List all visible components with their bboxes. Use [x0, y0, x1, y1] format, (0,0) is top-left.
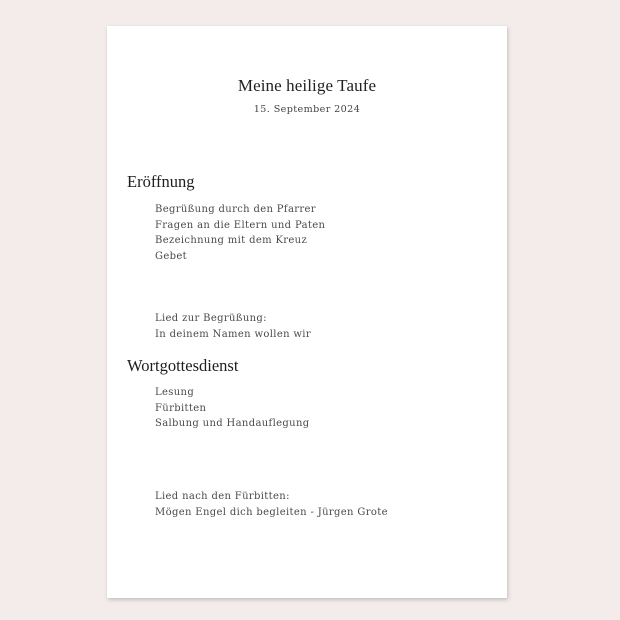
- event-date: 15. September 2024: [253, 104, 361, 115]
- list-item: Begrüßung durch den Pfarrer: [155, 204, 316, 215]
- section-heading-eroeffnung: Eröffnung: [127, 172, 195, 191]
- list-item: Fürbitten: [155, 402, 207, 414]
- program-card: [107, 26, 507, 598]
- list-item: Lesung: [155, 387, 195, 398]
- section-list-wortgottesdienst: [155, 385, 310, 432]
- section-list-eroeffnung: [155, 202, 325, 264]
- song-block-wortgottesdienst: [155, 489, 388, 520]
- song-block-eroeffnung: [155, 311, 311, 342]
- song-title: In deinem Namen wollen wir: [155, 328, 311, 340]
- song-label: Lied zur Begrüßung:: [155, 313, 267, 324]
- song-label: Lied nach den Fürbitten:: [155, 491, 290, 502]
- song-title: Mögen Engel dich begleiten - Jürgen Grote: [155, 506, 388, 518]
- list-item: Fragen an die Eltern und Paten: [155, 219, 326, 231]
- page-title: Meine heilige Taufe: [237, 76, 377, 95]
- list-item: Salbung und Handauflegung: [155, 418, 310, 429]
- list-item: Gebet: [155, 250, 187, 262]
- list-item: Bezeichnung mit dem Kreuz: [155, 235, 308, 246]
- section-heading-wortgottesdienst: Wortgottesdienst: [127, 356, 239, 375]
